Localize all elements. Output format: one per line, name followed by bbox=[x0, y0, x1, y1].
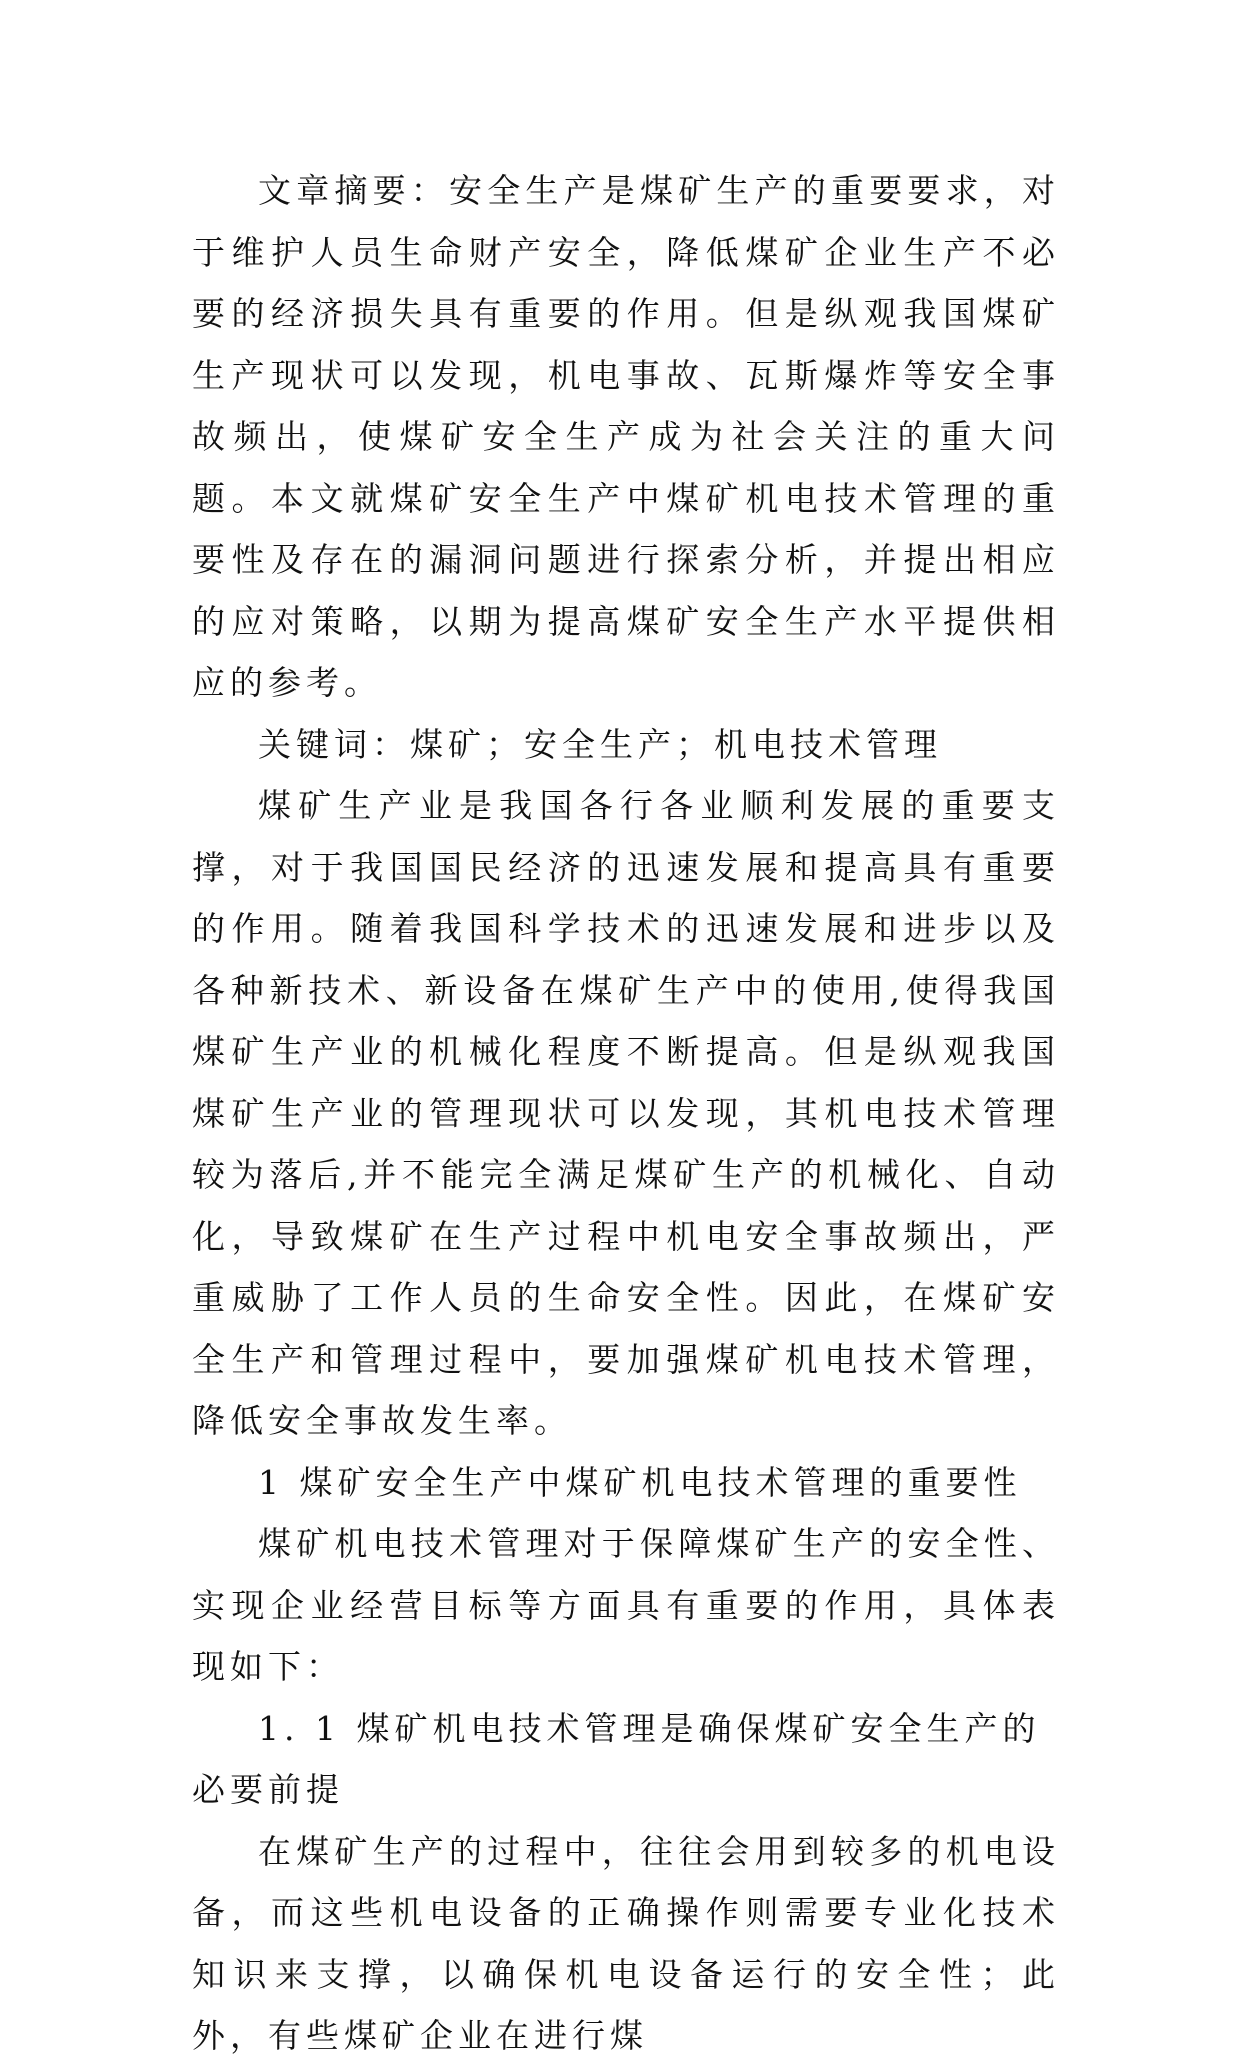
intro-paragraph: 煤矿生产业是我国各行各业顺利发展的重要支撑，对于我国国民经济的迅速发展和提高具有重要的作用。随着我国科学技术的迅速发展和进步以及各种新技术、新设备在煤矿生产中的使用,使得我国煤矿生产业的机械化程度不断提高。但是纵观我国煤矿生产业的管理现状可以发现，其机电技术管理较为落后,并不能完全满足煤矿生产的机械化、自动化，导致煤矿在生产过程中机电安全事故频出，严重威胁了工作人员的生命安全性。因此，在煤矿安全生产和管理过程中，要加强煤矿机电技术管理，降低安全事故发生率。 bbox=[192, 786, 1060, 1440]
keywords-paragraph: 关键词：煤矿；安全生产；机电技术管理 bbox=[258, 724, 942, 764]
subsection-1-1-paragraph: 在煤矿生产的过程中，往往会用到较多的机电设备，而这些机电设备的正确操作则需要专业化技术知识来支撑，以确保机电设备运行的安全性；此外，有些煤矿企业在进行煤 bbox=[192, 1831, 1060, 2055]
abstract-paragraph: 文章摘要：安全生产是煤矿生产的重要要求，对于维护人员生命财产安全，降低煤矿企业生产不必要的经济损失具有重要的作用。但是纵观我国煤矿生产现状可以发现，机电事故、瓦斯爆炸等安全事故频出，使煤矿安全生产成为社会关注的重大问题。本文就煤矿安全生产中煤矿机电技术管理的重要性及存在的漏洞问题进行探索分析，并提出相应的应对策略，以期为提高煤矿安全生产水平提供相应的参考。 bbox=[192, 171, 1060, 702]
section-heading-1: 1 煤矿安全生产中煤矿机电技术管理的重要性 bbox=[258, 1462, 1022, 1502]
document-page bbox=[192, 160, 1060, 2067]
subsection-heading-1-1: 1. 1 煤矿机电技术管理是确保煤矿安全生产的必要前提 bbox=[192, 1708, 1041, 1809]
section-1-paragraph: 煤矿机电技术管理对于保障煤矿生产的安全性、实现企业经营目标等方面具有重要的作用，具体表现如下： bbox=[192, 1524, 1060, 1686]
